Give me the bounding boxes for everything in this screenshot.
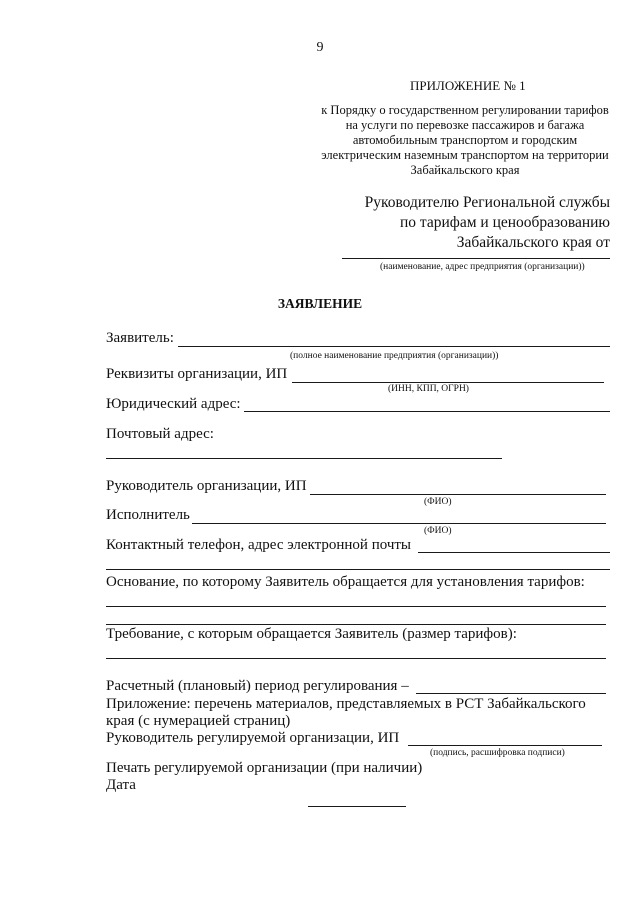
- executor-line[interactable]: [192, 523, 606, 524]
- executor-label: Исполнитель: [106, 507, 190, 523]
- requisites-hint: (ИНН, КПП, ОГРН): [388, 384, 469, 394]
- order-reference: к Порядку о государственном регулировании тарифов на услуги по перевозке пассажиров и багажа автомобильным транспортом и городским электрическим наземным транспортом на территории Забайкальского края: [321, 103, 609, 177]
- contacts-line-2[interactable]: [106, 569, 610, 570]
- signature-hint: (подпись, расшифровка подписи): [430, 748, 565, 758]
- form-heading: ЗАЯВЛЕНИЕ: [277, 296, 363, 311]
- addressee-block: [365, 193, 610, 253]
- bottom-separator: [308, 806, 406, 807]
- period-line[interactable]: [416, 693, 606, 694]
- date-label: Дата: [106, 777, 136, 793]
- director-line[interactable]: [310, 494, 606, 495]
- basis-line-2[interactable]: [106, 624, 606, 625]
- requirement-label: Требование, с которым обращается Заявитель (размер тарифов):: [106, 626, 517, 642]
- requisites-label: Реквизиты организации, ИП: [106, 366, 288, 382]
- addressee-line-3: Забайкальского края от: [456, 234, 610, 251]
- applicant-label: Заявитель:: [106, 330, 174, 346]
- seal-label: Печать регулируемой организации (при наличии): [106, 760, 423, 776]
- attachment-line-2: края (с нумерацией страниц): [106, 713, 291, 729]
- basis-label: Основание, по которому Заявитель обращается для установления тарифов:: [106, 574, 585, 590]
- requirement-line[interactable]: [106, 658, 606, 659]
- addressee-line-1: Руководителю Региональной службы: [364, 194, 610, 211]
- signature-line[interactable]: [408, 745, 602, 746]
- requisites-line[interactable]: [292, 382, 604, 383]
- basis-line-1[interactable]: [106, 606, 606, 607]
- contacts-label: Контактный телефон, адрес электронной почты: [106, 537, 412, 553]
- legal-address-line[interactable]: [244, 411, 610, 412]
- addressee-line-2: по тарифам и ценообразованию: [399, 214, 610, 231]
- applicant-line[interactable]: [178, 346, 610, 347]
- legal-address-label: Юридический адрес:: [106, 396, 241, 412]
- contacts-line[interactable]: [418, 552, 610, 553]
- addressee-hint: (наименование, адрес предприятия (организации)): [380, 262, 585, 272]
- director-hint: (ФИО): [424, 497, 452, 507]
- regulated-director-label: Руководитель регулируемой организации, ИП: [106, 730, 400, 746]
- director-label: Руководитель организации, ИП: [106, 478, 307, 494]
- postal-address-line[interactable]: [106, 458, 502, 459]
- appendix-title: ПРИЛОЖЕНИЕ № 1: [410, 78, 526, 93]
- period-label: Расчетный (плановый) период регулирования –: [106, 678, 409, 694]
- attachment-line-1: Приложение: перечень материалов, представляемых в РСТ Забайкальского: [106, 696, 586, 712]
- addressee-blank-line[interactable]: [342, 258, 610, 259]
- applicant-hint: (полное наименование предприятия (организации)): [290, 351, 499, 361]
- executor-hint: (ФИО): [424, 526, 452, 536]
- postal-address-label: Почтовый адрес:: [106, 426, 214, 442]
- page-number: 9: [316, 40, 324, 55]
